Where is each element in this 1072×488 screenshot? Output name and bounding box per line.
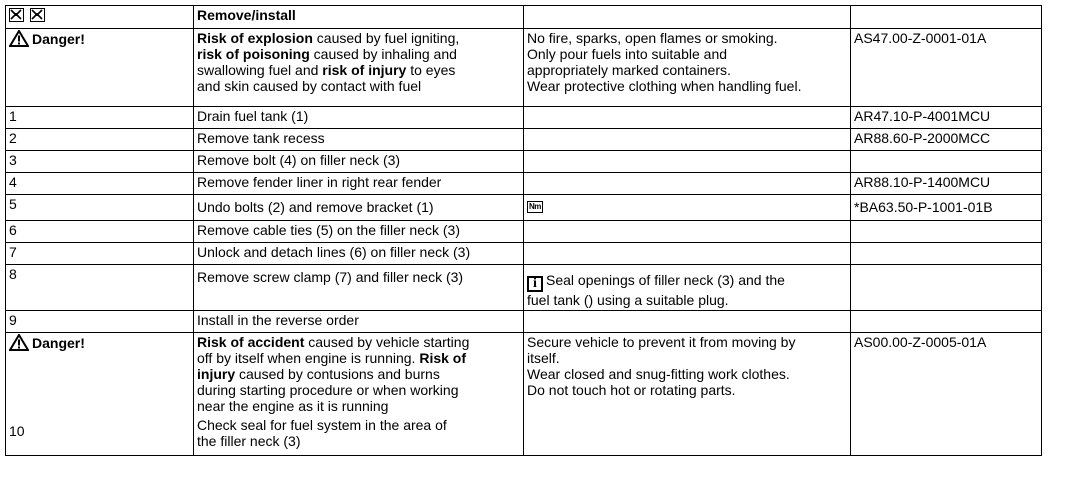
hazard-term: Risk of	[419, 350, 467, 366]
description-text: Unlock and detach lines (6) on filler neck (3)	[197, 244, 471, 260]
warning-triangle-icon	[9, 334, 29, 351]
description-text: Drain fuel tank (1)	[197, 108, 309, 124]
note-line	[527, 78, 847, 94]
description-text: Remove fender liner in right rear fender	[197, 174, 442, 190]
reference-cell	[851, 311, 1042, 333]
header-ref-cell	[851, 6, 1042, 29]
danger-text: Danger!	[32, 30, 85, 47]
step-number: 2	[9, 130, 17, 146]
step-number: 7	[9, 244, 17, 260]
note-line	[527, 30, 847, 46]
reference-cell	[851, 151, 1042, 173]
step-cell	[6, 243, 194, 265]
header-icons-cell	[6, 6, 194, 29]
reference-cell[interactable]	[851, 195, 1042, 221]
description-cell	[194, 311, 524, 333]
note-line	[527, 62, 847, 78]
hazard-term: risk of injury	[322, 62, 407, 78]
table-row	[6, 243, 1042, 265]
description-line	[197, 78, 520, 94]
step-number: 8	[9, 266, 17, 282]
note-text: Only pour fuels into suitable and	[527, 46, 728, 62]
note-line	[527, 350, 847, 366]
note-cell	[524, 333, 851, 456]
description-line	[197, 334, 520, 350]
description-text: caused by contusions and burns	[235, 366, 440, 382]
step-cell	[6, 129, 194, 151]
description-cell	[194, 333, 524, 456]
header-note-cell	[524, 6, 851, 29]
table-row	[6, 333, 1042, 456]
description-line	[197, 62, 520, 78]
step-number: 5	[9, 196, 17, 212]
step-number: 3	[9, 152, 17, 168]
note-text: Wear closed and snug-fitting work clothes.	[527, 366, 790, 382]
note-cell	[524, 107, 851, 129]
step-cell	[6, 107, 194, 129]
step-cell	[6, 221, 194, 243]
note-cell	[524, 195, 851, 221]
table-row	[6, 129, 1042, 151]
description-text: Undo bolts (2) and remove bracket (1)	[197, 199, 434, 215]
note-line	[527, 292, 847, 308]
description-line	[197, 46, 520, 62]
description-line	[197, 366, 520, 382]
description-line	[197, 398, 520, 414]
danger-label	[9, 334, 85, 351]
table-row	[6, 151, 1042, 173]
description-text: swallowing fuel and	[197, 62, 323, 78]
table-row	[6, 221, 1042, 243]
note-text: itself.	[527, 350, 560, 366]
document-reference-link[interactable]: *BA63.50-P-1001-01B	[854, 199, 993, 215]
description-text: near the engine as it is running	[197, 398, 389, 414]
remove-install-icon	[9, 8, 24, 22]
danger-label	[9, 30, 85, 47]
description-text: Remove bolt (4) on filler neck (3)	[197, 152, 401, 168]
description-text: during starting procedure or when working	[197, 382, 459, 398]
procedure-table-wrapper	[5, 5, 1042, 456]
reference-cell[interactable]	[851, 29, 1042, 107]
info-icon: i	[527, 276, 543, 292]
description-text: to eyes	[406, 62, 456, 78]
step-number: 6	[9, 222, 17, 238]
description-text: Remove cable ties (5) on the filler neck (3)	[197, 222, 460, 238]
step-number: 1	[9, 108, 17, 124]
note-text: Wear protective clothing when handling fuel.	[527, 78, 802, 94]
step-cell	[6, 195, 194, 221]
reference-cell	[851, 265, 1042, 311]
hazard-term: injury	[197, 366, 236, 382]
note-text: Seal openings of filler neck (3) and the	[546, 272, 785, 288]
description-text: Install in the reverse order	[197, 312, 359, 328]
procedure-table	[5, 5, 1042, 456]
reference-cell[interactable]	[851, 173, 1042, 195]
note-text: Do not touch hot or rotating parts.	[527, 382, 736, 398]
description-text: Remove tank recess	[197, 130, 325, 146]
step-cell	[6, 333, 194, 456]
step-number: 9	[9, 312, 17, 328]
step-cell	[6, 29, 194, 107]
install-remove-icon	[30, 8, 45, 22]
reference-cell	[851, 221, 1042, 243]
description-text: the filler neck (3)	[197, 433, 301, 449]
description-line	[197, 30, 520, 46]
description-text: and skin caused by contact with fuel	[197, 78, 422, 94]
reference-cell[interactable]	[851, 333, 1042, 456]
note-cell	[524, 129, 851, 151]
description-text: caused by vehicle starting	[304, 334, 470, 350]
description-cell	[194, 195, 524, 221]
reference-cell	[851, 243, 1042, 265]
reference-cell[interactable]	[851, 129, 1042, 151]
description-cell	[194, 265, 524, 311]
step-number: 10	[9, 423, 25, 439]
description-line	[197, 350, 520, 366]
description-text: off by itself when engine is running.	[197, 350, 420, 366]
description-cell	[194, 129, 524, 151]
note-line	[527, 382, 847, 398]
step-cell	[6, 265, 194, 311]
header-row	[6, 6, 1042, 29]
note-text: Secure vehicle to prevent it from moving by	[527, 334, 796, 350]
reference-cell[interactable]	[851, 107, 1042, 129]
note-cell	[524, 173, 851, 195]
step-cell	[6, 311, 194, 333]
document-reference-link[interactable]: AS00.00-Z-0005-01A	[854, 334, 987, 350]
table-row	[6, 265, 1042, 311]
note-text: No fire, sparks, open flames or smoking.	[527, 30, 778, 46]
note-cell	[524, 311, 851, 333]
table-row	[6, 29, 1042, 107]
document-reference-link[interactable]: AR88.10-P-1400MCU	[854, 174, 991, 190]
description-cell	[194, 221, 524, 243]
description-text: Remove screw clamp (7) and filler neck (3)	[197, 269, 464, 285]
note-text: fuel tank () using a suitable plug.	[527, 292, 729, 308]
description-cell	[194, 243, 524, 265]
description-cell	[194, 29, 524, 107]
note-line	[527, 366, 847, 382]
description-text: Check seal for fuel system in the area of	[197, 417, 447, 433]
description-line	[197, 382, 520, 398]
step-cell	[6, 173, 194, 195]
note-cell	[524, 151, 851, 173]
torque-nm-icon[interactable]: Nm	[529, 202, 541, 211]
note-cell	[524, 221, 851, 243]
step-cell	[6, 151, 194, 173]
danger-text: Danger!	[32, 334, 85, 351]
description-line	[197, 433, 520, 449]
table-row	[6, 107, 1042, 129]
hazard-term: Risk of explosion	[197, 30, 313, 46]
hazard-term: risk of poisoning	[197, 46, 310, 62]
step-number: 4	[9, 174, 17, 190]
note-cell	[524, 29, 851, 107]
description-text: caused by inhaling and	[309, 46, 457, 62]
table-row	[6, 173, 1042, 195]
note-text: appropriately marked containers.	[527, 62, 731, 78]
description-cell	[194, 151, 524, 173]
description-cell	[194, 107, 524, 129]
header-title: Remove/install	[194, 6, 524, 29]
note-line	[527, 272, 847, 292]
document-reference-link[interactable]: AR88.60-P-2000MCC	[854, 130, 991, 146]
description-text: caused by fuel igniting,	[312, 30, 460, 46]
table-row	[6, 311, 1042, 333]
document-reference-link[interactable]: AS47.00-Z-0001-01A	[854, 30, 987, 46]
document-reference-link[interactable]: AR47.10-P-4001MCU	[854, 108, 991, 124]
description-line	[197, 417, 520, 433]
note-line	[527, 334, 847, 350]
hazard-term: Risk of accident	[197, 334, 305, 350]
warning-triangle-icon	[9, 30, 29, 47]
description-cell	[194, 173, 524, 195]
note-line	[527, 46, 847, 62]
table-row	[6, 195, 1042, 221]
note-cell	[524, 265, 851, 311]
note-cell	[524, 243, 851, 265]
